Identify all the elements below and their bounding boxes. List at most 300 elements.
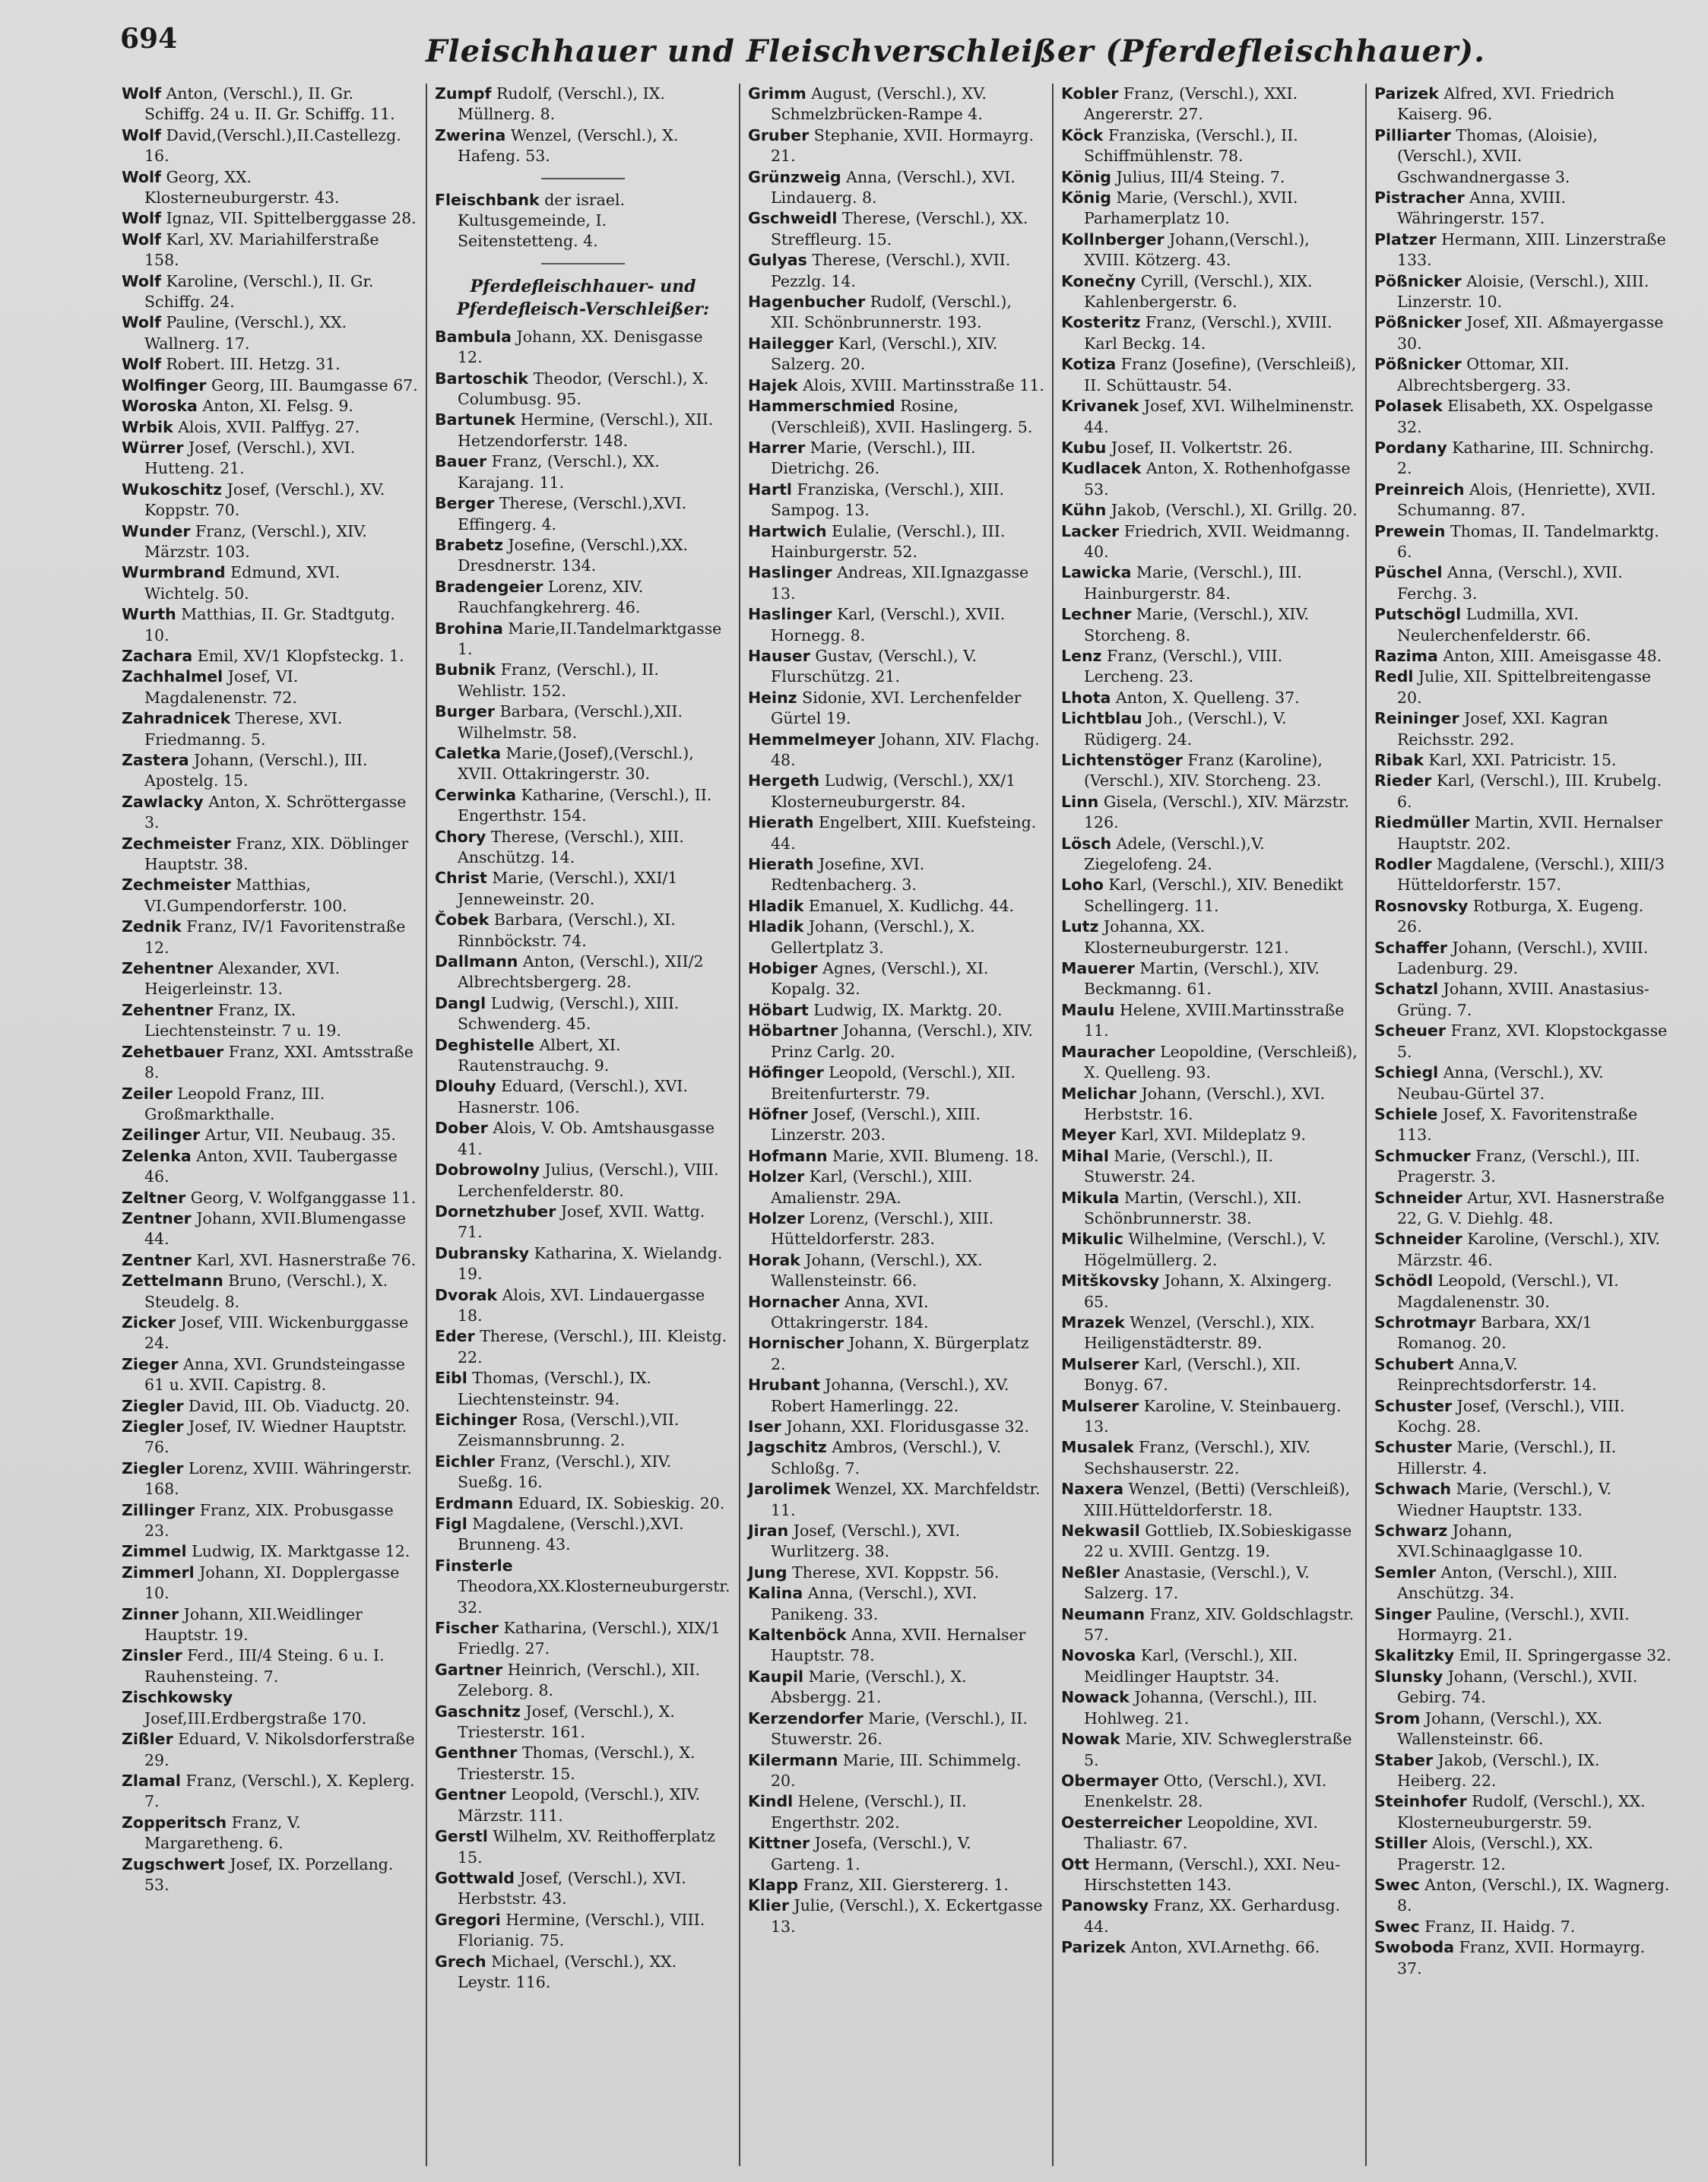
directory-entry [1061, 708, 1358, 750]
entry-name: Gartner [435, 1660, 503, 1679]
entry-name: Grünzweig [748, 167, 841, 186]
directory-entry [1061, 167, 1358, 188]
entry-details: Hermine, (Verschl.), XII. Hetzendorferstr. 148. [458, 410, 714, 450]
directory-entry [122, 271, 418, 313]
entry-name: Prewein [1374, 521, 1446, 540]
directory-entry [748, 1791, 1044, 1833]
entry-details: Marie,(Josef),(Verschl.), XVII. Ottakringerstr. 30. [458, 743, 694, 784]
directory-entry [435, 993, 731, 1035]
entry-name: Würrer [122, 438, 184, 457]
entry-name: Kittner [748, 1834, 810, 1853]
entry-name: Hierath [748, 813, 814, 832]
directory-entry [435, 1785, 731, 1826]
entry-details: Lorenz, XVIII. Währingerstr. 168. [144, 1458, 412, 1499]
separator-rule [541, 263, 625, 264]
entry-details: Thomas, II. Tandelmarktg. 6. [1397, 521, 1659, 561]
directory-entry [122, 1125, 418, 1145]
entry-name: Kindl [748, 1792, 794, 1811]
page-title: Fleischhauer und Fleischverschleißer (Pferdefleischhauer). [426, 33, 1485, 69]
entry-details: Albert, XI. Rautenstrauchg. 9. [458, 1035, 621, 1075]
entry-name: Gottwald [435, 1868, 515, 1887]
directory-entry [1374, 979, 1672, 1021]
directory-entry [1061, 1271, 1358, 1313]
entry-name: Redl [1374, 667, 1414, 686]
entry-details: Johann, (Verschl.), XVIII. Ladenburg. 29. [1397, 938, 1649, 978]
directory-entry [435, 84, 731, 125]
entry-details: Sidonie, XVI. Lerchenfelder Gürtel 19. [771, 688, 1022, 728]
directory-entry [748, 1292, 1044, 1334]
entry-details: David, III. Ob. Viaductg. 20. [189, 1396, 410, 1415]
directory-entry [748, 688, 1044, 730]
entry-name: Hofmann [748, 1146, 828, 1165]
entry-name: Mihal [1061, 1146, 1109, 1165]
directory-entry [748, 521, 1044, 563]
entry-name: Horak [748, 1250, 800, 1269]
entry-details: Franz, XVI. Klopstockgasse 5. [1397, 1021, 1668, 1061]
directory-entry [748, 604, 1044, 646]
entry-details: Wenzel, (Verschl.), XIX. Heiligenstädterstr. 89. [1084, 1313, 1315, 1353]
directory-entry [748, 1333, 1044, 1375]
entry-details: Franz (Josefine), (Verschleiß), II. Schüttaustr. 54. [1084, 355, 1357, 394]
directory-entry [122, 1188, 418, 1208]
directory-entry [748, 396, 1044, 438]
directory-entry [1374, 854, 1672, 896]
directory-entry [748, 896, 1044, 917]
entry-name: Semler [1374, 1563, 1437, 1582]
entry-name: Zechmeister [122, 834, 231, 853]
entry-name: Dubransky [435, 1243, 530, 1262]
entry-name: Wrbik [122, 417, 173, 436]
entry-name: Mikulic [1061, 1230, 1123, 1249]
entry-name: Parizek [1061, 1938, 1126, 1957]
entry-details: Therese, (Verschl.), XX. Streffleurg. 15. [771, 209, 1028, 249]
entry-name: Nowak [1061, 1730, 1120, 1749]
entry-details: Anton, XIII. Ameisgasse 48. [1443, 646, 1662, 665]
entry-details: Anton, (Verschl.), XII/2 Albrechtsbergerg. 28. [458, 952, 704, 992]
entry-details: Helene, (Verschl.), II. Engerthstr. 202. [771, 1792, 967, 1832]
entry-name: Hagenbucher [748, 293, 866, 312]
column-2 [427, 84, 740, 2166]
entry-name: Zastera [122, 751, 189, 769]
directory-entry [748, 1250, 1044, 1292]
directory-entry [122, 917, 418, 958]
entry-name: Hornacher [748, 1292, 840, 1311]
directory-entry [748, 480, 1044, 521]
directory-entry [748, 646, 1044, 688]
directory-entry [1061, 230, 1358, 271]
entry-details: Josef, XVI. Wilhelminenstr. 44. [1084, 397, 1355, 436]
entry-details: Johann, (Verschl.), III. Apostelg. 15. [144, 751, 368, 790]
entry-details: Franz, (Verschl.), XIV. Märzstr. 103. [144, 521, 367, 561]
directory-entry [748, 1021, 1044, 1062]
entry-name: Gaschnitz [435, 1702, 521, 1721]
entry-name: Schaffer [1374, 938, 1447, 957]
directory-entry [122, 1354, 418, 1396]
directory-entry [1061, 458, 1358, 500]
directory-entry [1061, 1687, 1358, 1729]
directory-entry [122, 521, 418, 563]
entry-details: Alfred, XVI. Friedrich Kaiserg. 96. [1397, 84, 1615, 124]
directory-entry [1374, 1313, 1672, 1354]
directory-entry [435, 1556, 731, 1618]
entry-name: Zischkowsky [122, 1688, 233, 1707]
entry-name: Hrubant [748, 1376, 820, 1395]
directory-entry [748, 1062, 1044, 1104]
entry-details: Hermann, (Verschl.), XXI. Neu-Hirschstetten 143. [1084, 1854, 1341, 1894]
entry-name: Kubu [1061, 438, 1107, 457]
entry-details: Josef, II. Volkertstr. 26. [1111, 438, 1293, 457]
entry-name: Dornetzhuber [435, 1202, 556, 1221]
entry-name: Grimm [748, 84, 806, 103]
directory-entry [122, 562, 418, 604]
entry-name: Zehentner [122, 1000, 214, 1019]
entry-name: Hauser [748, 646, 810, 665]
entry-details: Karl, (Verschl.), XII. Meidlinger Hauptstr. 34. [1084, 1646, 1298, 1686]
entry-details: Johann, XIV. Flachg. 48. [771, 730, 1040, 769]
directory-entry [1061, 312, 1358, 354]
entry-details: Leopold Franz, III. Großmarkthalle. [144, 1084, 325, 1123]
entry-details: Hermine, (Verschl.), VIII. Florianig. 75. [458, 1910, 705, 1950]
entry-details: Bruno, (Verschl.), X. Steudelg. 8. [144, 1272, 388, 1311]
directory-entry [122, 834, 418, 876]
entry-name: Genthner [435, 1743, 518, 1762]
directory-entry [122, 958, 418, 1000]
entry-details: Johann, X. Alxingerg. 65. [1084, 1272, 1332, 1311]
column-4 [1054, 84, 1367, 2166]
entry-name: Harrer [748, 438, 806, 457]
directory-entry [1061, 750, 1358, 792]
entry-name: Lutz [1061, 917, 1099, 936]
entry-name: Wolfinger [122, 375, 207, 394]
directory-entry [1061, 521, 1358, 563]
entry-name: Kudlacek [1061, 459, 1142, 478]
directory-entry [1061, 917, 1358, 958]
directory-entry [1061, 354, 1358, 396]
entry-details: Anna, (Verschl.), XVI. Lindauerg. 8. [771, 167, 1016, 207]
entry-details: Karl, (Verschl.), XIV. Salzerg. 20. [771, 334, 998, 374]
entry-name: Novoska [1061, 1646, 1136, 1665]
directory-entry [1374, 938, 1672, 980]
entry-details: Ludwig, (Verschl.), XIII. Schwenderg. 45. [458, 993, 680, 1034]
directory-entry [1061, 1895, 1358, 1937]
entry-details: Josef, X. Favoritenstraße 113. [1397, 1104, 1638, 1145]
entry-name: Swoboda [1374, 1938, 1455, 1957]
directory-entry [1374, 896, 1672, 938]
directory-entry [1061, 1771, 1358, 1813]
entry-details: Franz, XX. Gerhardusg. 44. [1084, 1896, 1341, 1936]
entry-name: Schneider [1374, 1188, 1462, 1207]
directory-entry [435, 910, 731, 952]
entry-details: Ludmilla, XVI. Neulerchenfelderstr. 66. [1397, 605, 1592, 644]
entry-name: Christ [435, 869, 487, 888]
entry-details: Johann, (Verschl.), XX. Wallensteinstr. 66. [771, 1250, 983, 1291]
entry-details: Johann, XVII.Blumengasse 44. [144, 1208, 406, 1249]
entry-name: Scheuer [1374, 1021, 1447, 1040]
entry-name: Zeiler [122, 1084, 173, 1103]
entry-details: Ludwig, (Verschl.), XX/1 Klosterneuburgerstr. 84. [771, 771, 1016, 811]
entry-name: Lösch [1061, 834, 1112, 853]
entry-name: Schiegl [1374, 1063, 1439, 1082]
entry-details: Martin, (Verschl.), XIV. Beckmanng. 61. [1084, 959, 1320, 999]
entry-details: Franz, XII. Gierstererg. 1. [803, 1875, 1009, 1894]
entry-name: Haslinger [748, 563, 832, 582]
entry-details: Karl, (Verschl.), XII. Bonyg. 67. [1084, 1354, 1301, 1395]
directory-entry [122, 230, 418, 271]
entry-name: Riedmüller [1374, 813, 1470, 832]
entry-details: Karl, (Verschl.), III. Krubelg. 6. [1397, 771, 1662, 811]
entry-details: Franz, V. Margaretheng. 6. [144, 1813, 301, 1853]
entry-name: Burger [435, 702, 496, 721]
directory-entry [122, 1854, 418, 1896]
entry-name: Klapp [748, 1875, 799, 1894]
entry-name: Bartunek [435, 410, 516, 429]
entry-name: Zißler [122, 1730, 173, 1749]
directory-entry [122, 480, 418, 521]
entry-name: Fischer [435, 1619, 499, 1638]
entry-details: Franz, (Verschl.), XVIII. Karl Beckg. 14. [1084, 313, 1332, 353]
entry-name: Zelenka [122, 1146, 192, 1165]
directory-entry [1374, 1271, 1672, 1313]
directory-entry [748, 84, 1044, 125]
entry-name: Kobler [1061, 84, 1119, 103]
entry-name: Putschögl [1374, 605, 1462, 624]
entry-details: Johann,(Verschl.), XVIII. Kötzerg. 43. [1084, 230, 1310, 270]
entry-name: Polasek [1374, 397, 1443, 416]
entry-details: Karl, XVI. Mildeplatz 9. [1120, 1126, 1307, 1145]
directory-entry [1374, 604, 1672, 646]
entry-details: Leopold, (Verschl.), XII. Breitenfurterstr. 79. [771, 1063, 1016, 1103]
directory-entry [1374, 354, 1672, 396]
entry-name: Rodler [1374, 855, 1432, 874]
entry-details: Anastasie, (Verschl.), V. Salzerg. 17. [1084, 1563, 1310, 1603]
directory-entry [1374, 1188, 1672, 1230]
directory-entry [122, 375, 418, 396]
directory-entry [122, 354, 418, 375]
entry-name: Nowack [1061, 1688, 1130, 1707]
directory-entry [1374, 396, 1672, 438]
entry-name: Eichinger [435, 1410, 518, 1429]
entry-details: Wilhelm, XV. Reithofferplatz 15. [458, 1827, 715, 1867]
section-heading: Pferdefleischhauer- und Pferdefleisch-Verschleißer: [456, 276, 710, 319]
directory-entry [1374, 84, 1672, 125]
entry-details: Franz, (Verschl.), II. Wehlistr. 152. [458, 660, 659, 700]
directory-entry [435, 1618, 731, 1660]
entry-name: Gerstl [435, 1827, 488, 1846]
entry-details: Alois, XVIII. Martinsstraße 11. [803, 375, 1044, 394]
entry-details: Gisela, (Verschl.), XIV. Märzstr. 126. [1084, 792, 1349, 832]
entry-details: Martin, XVII. Hernalser Hauptstr. 202. [1397, 813, 1662, 853]
directory-entry [1374, 1396, 1672, 1438]
entry-name: Melichar [1061, 1084, 1137, 1103]
entry-name: Bartoschik [435, 369, 529, 388]
entry-details: Marie, (Verschl.), V. Wiedner Hauptstr. 133. [1397, 1480, 1612, 1519]
directory-entry [748, 208, 1044, 250]
directory-entry [435, 369, 731, 410]
directory-entry [122, 1146, 418, 1188]
entry-details: der israel. Kultusgemeinde, I. Seitenstetteng. 4. [458, 190, 626, 251]
directory-entry [1061, 1188, 1358, 1230]
entry-name: Berger [435, 494, 495, 513]
entry-details: Elisabeth, XX. Ospelgasse 32. [1397, 397, 1653, 436]
entry-details: Josef, XVII. Wattg. 71. [458, 1202, 705, 1242]
entry-details: Leopold, (Verschl.), XIV. Märzstr. 111. [458, 1785, 701, 1825]
entry-name: Rieder [1374, 771, 1432, 790]
entry-name: Wurmbrand [122, 563, 226, 582]
directory-entry [748, 438, 1044, 480]
entry-name: Jiran [748, 1522, 789, 1541]
directory-entry [122, 396, 418, 416]
entry-details: Gustav, (Verschl.), V. Flurschützg. 21. [771, 646, 977, 686]
entry-details: Josefine, (Verschl.),XX. Dresdnerstr. 134. [458, 535, 689, 575]
entry-name: Höbart [748, 1000, 809, 1019]
directory-entry [1374, 1750, 1672, 1792]
directory-entry [1374, 521, 1672, 563]
entry-details: Magdalene, (Verschl.), XIII/3 Hütteldorferstr. 157. [1397, 855, 1665, 895]
entry-details: Franz, XIV. Goldschlagstr. 57. [1084, 1604, 1355, 1645]
directory-entry [1374, 312, 1672, 354]
directory-entry [1374, 646, 1672, 667]
entry-name: Ribak [1374, 751, 1424, 769]
directory-entry [1061, 1042, 1358, 1084]
directory-entry [435, 1410, 731, 1452]
directory-entry [122, 1208, 418, 1250]
entry-name: Schneider [1374, 1230, 1462, 1249]
directory-entry [435, 1868, 731, 1910]
entry-name: Hailegger [748, 334, 834, 353]
directory-entry [122, 604, 418, 646]
entry-details: Stephanie, XVII. Hormayrg. 21. [771, 125, 1034, 166]
entry-name: König [1061, 167, 1111, 186]
entry-details: Edmund, XVI. Wichtelg. 50. [144, 563, 341, 603]
entry-name: Hartwich [748, 521, 827, 540]
entry-details: Adele, (Verschl.),V. Ziegelofeng. 24. [1084, 834, 1265, 874]
directory-entry [122, 1813, 418, 1854]
directory-entry [1061, 1563, 1358, 1604]
entry-details: Eduard, (Verschl.), XVI. Hasnerstr. 106. [458, 1077, 688, 1116]
entry-details: Johann, XII.Weidlinger Hauptstr. 19. [144, 1604, 363, 1645]
entry-name: Kalina [748, 1584, 803, 1603]
entry-details: Johann, X. Bürgerplatz 2. [771, 1334, 1029, 1373]
entry-details: Anton, X. Quelleng. 37. [1115, 688, 1300, 707]
directory-entry [122, 646, 418, 667]
column-1 [114, 84, 427, 2166]
directory-entry [435, 451, 731, 493]
directory-entry [748, 1146, 1044, 1167]
entry-name: Haslinger [748, 605, 832, 624]
entry-details: Leopoldine, XVI. Thaliastr. 67. [1084, 1813, 1318, 1853]
entry-name: Kaltenböck [748, 1626, 847, 1645]
directory-entry [122, 1000, 418, 1042]
directory-entry [122, 1417, 418, 1458]
entry-details: Therese, XVI. Koppstr. 56. [792, 1563, 1000, 1582]
entry-details: Anna, (Verschl.), XVI. Panikeng. 33. [771, 1584, 978, 1623]
directory-entry [122, 417, 418, 438]
entry-details: Josef, (Verschl.), VIII. Kochg. 28. [1397, 1396, 1625, 1436]
entry-name: Zieger [122, 1354, 179, 1373]
entry-name: Musalek [1061, 1438, 1134, 1457]
entry-details: Artur, VII. Neubaug. 35. [204, 1126, 396, 1145]
entry-name: Razima [1374, 646, 1438, 665]
entry-name: Zugschwert [122, 1854, 225, 1873]
entry-details: Johann, (Verschl.), XX. Wallensteinstr. 66. [1397, 1709, 1603, 1749]
entry-name: Wolf [122, 84, 161, 103]
directory-entry [122, 1250, 418, 1271]
directory-entry [1061, 1354, 1358, 1396]
entry-details: Alois, (Henriette), XVII. Schumanng. 87. [1397, 480, 1656, 520]
entry-details: Heinrich, (Verschl.), XII. Zeleborg. 8. [458, 1660, 701, 1700]
entry-name: Cerwinka [435, 785, 517, 804]
directory-entry [122, 125, 418, 167]
entry-name: Zimmerl [122, 1563, 195, 1582]
entry-name: Kosteritz [1061, 313, 1141, 332]
directory-entry [1374, 750, 1672, 771]
entry-details: Marie, XVII. Blumeng. 18. [832, 1146, 1039, 1165]
entry-name: Hajek [748, 375, 798, 394]
entry-details: Josefa, (Verschl.), V. Garteng. 1. [771, 1834, 971, 1873]
directory-entry [122, 312, 418, 354]
directory-entry [435, 535, 731, 577]
directory-entry [122, 208, 418, 229]
entry-name: Pilliarter [1374, 125, 1451, 144]
directory-entry [748, 1479, 1044, 1521]
entry-name: Eder [435, 1327, 475, 1346]
entry-name: Mulserer [1061, 1396, 1139, 1415]
entry-name: Pößnicker [1374, 313, 1462, 332]
directory-entry [1061, 1604, 1358, 1646]
directory-entry [1061, 1521, 1358, 1563]
directory-entry [748, 1417, 1044, 1437]
entry-details: Anton, X. Rothenhofgasse 53. [1084, 459, 1351, 499]
entry-name: Dobrowolny [435, 1161, 540, 1180]
entry-name: Staber [1374, 1750, 1434, 1769]
entry-name: Pößnicker [1374, 355, 1462, 374]
entry-details: Georg, V. Wolfganggasse 11. [190, 1188, 417, 1207]
directory-entry [1374, 771, 1672, 812]
entry-name: Swec [1374, 1917, 1420, 1936]
entry-name: Kotiza [1061, 355, 1117, 374]
entry-details: Katharine, (Verschl.), II. Engerthstr. 154. [458, 785, 712, 825]
entry-name: Püschel [1374, 563, 1443, 582]
entry-name: Mulserer [1061, 1354, 1139, 1373]
entry-details: Marie, (Verschl.), XXI/1 Jenneweinstr. 20. [458, 869, 678, 908]
directory-entry [122, 1313, 418, 1354]
directory-entry [748, 1000, 1044, 1021]
entry-name: Grech [435, 1952, 486, 1971]
entry-details: David,(Verschl.),II.Castellezg. 16. [144, 125, 401, 166]
entry-name: Schwach [1374, 1480, 1452, 1499]
entry-details: Franziska, (Verschl.), XIII. Sampog. 13. [771, 480, 1005, 520]
entry-name: Neumann [1061, 1604, 1146, 1623]
entry-name: Figl [435, 1515, 467, 1533]
entry-name: Krivanek [1061, 397, 1139, 416]
entry-name: Schatzl [1374, 980, 1439, 999]
directory-entry [122, 875, 418, 917]
entry-details: Rosa, (Verschl.),VII. Zeismannsbrunng. 2. [458, 1410, 680, 1450]
entry-name: Brohina [435, 619, 503, 638]
directory-entry [122, 438, 418, 480]
entry-name: Zettelmann [122, 1272, 223, 1291]
entry-name: Mauerer [1061, 959, 1135, 978]
directory-entry [748, 1709, 1044, 1750]
entry-details: Josef, VI. Magdalenenstr. 72. [144, 667, 299, 707]
entry-details: Barbara, (Verschl.),XII. Wilhelmstr. 58. [458, 702, 683, 742]
directory-entry [1374, 1917, 1672, 1937]
directory-entry [435, 1514, 731, 1556]
directory-entry [1061, 958, 1358, 1000]
entry-details: Pauline, (Verschl.), XVII. Hormayrg. 21. [1397, 1604, 1630, 1645]
entry-details: Therese, (Verschl.), III. Kleistg. 22. [458, 1327, 727, 1367]
entry-details: Marie, III. Schimmelg. 20. [771, 1750, 1022, 1790]
